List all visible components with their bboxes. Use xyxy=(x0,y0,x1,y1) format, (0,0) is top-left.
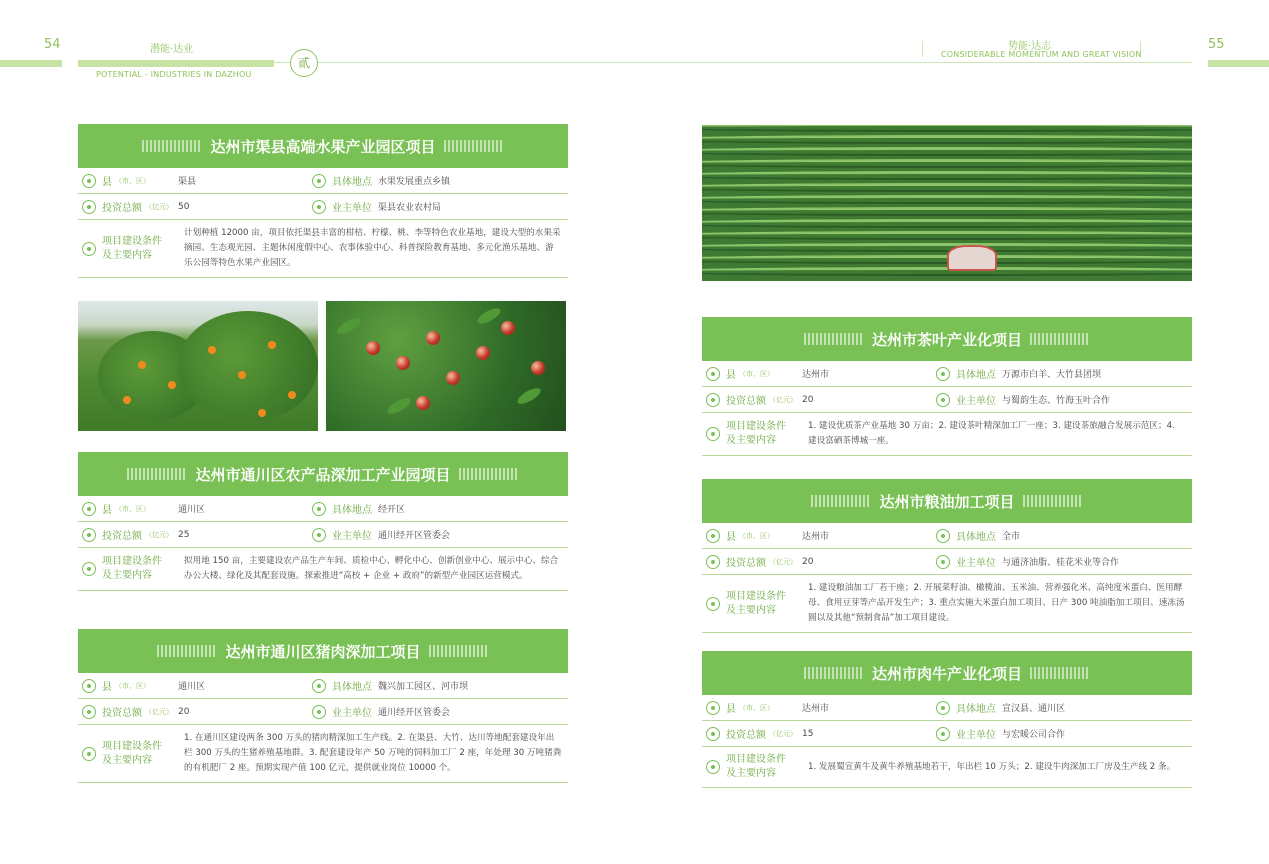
info-row xyxy=(702,523,1192,549)
money-icon xyxy=(706,555,720,569)
location-pin-icon xyxy=(312,174,326,188)
location-pin-icon xyxy=(936,529,950,543)
content-row xyxy=(702,747,1192,788)
content-label: 项目建设条件 及主要内容 xyxy=(78,740,184,768)
info-row xyxy=(78,673,568,699)
building-icon xyxy=(82,679,96,693)
money-icon xyxy=(706,393,720,407)
project-title-bar xyxy=(78,124,568,168)
investment-value: 20 xyxy=(802,556,814,567)
county-value: 渠县 xyxy=(178,177,197,187)
building-icon xyxy=(82,174,96,188)
location-label: 具体地点 xyxy=(308,173,378,188)
project-title: 达州市通川区猪肉深加工项目 xyxy=(225,642,421,661)
county-label: 县 （市、区） xyxy=(78,501,178,516)
county-value: 通川区 xyxy=(178,505,206,515)
project-card xyxy=(78,629,568,783)
title-stripe-left xyxy=(142,140,202,152)
investment-label: 投资总额 （亿元） xyxy=(78,199,178,214)
project-title-bar xyxy=(702,317,1192,361)
project-title-bar xyxy=(702,651,1192,695)
plant-icon xyxy=(82,242,96,256)
county-value: 达州市 xyxy=(802,532,830,542)
right-header-title: 势能·达志 xyxy=(1008,41,1052,52)
project-title: 达州市肉牛产业化项目 xyxy=(871,664,1022,683)
project-title: 达州市粮油加工项目 xyxy=(879,492,1015,511)
county-label: 县 （市、区） xyxy=(78,173,178,188)
owner-label: 业主单位 xyxy=(308,527,378,542)
county-label: 县 （市、区） xyxy=(702,700,802,715)
left-header-subtitle: POTENTIAL - INDUSTRIES IN DAZHOU xyxy=(96,70,252,79)
plant-icon xyxy=(82,562,96,576)
owner-label: 业主单位 xyxy=(932,554,1002,569)
thumbs-up-icon xyxy=(936,727,950,741)
title-stripe-right xyxy=(444,140,504,152)
project-title: 达州市渠县高端水果产业园区项目 xyxy=(210,137,436,156)
thumbs-up-icon xyxy=(312,200,326,214)
location-label: 具体地点 xyxy=(932,366,1002,381)
building-icon xyxy=(706,367,720,381)
money-icon xyxy=(82,528,96,542)
county-value: 达州市 xyxy=(802,704,830,714)
info-row xyxy=(78,699,568,725)
plant-icon xyxy=(706,427,720,441)
tea-terrace-photo xyxy=(702,125,1192,281)
county-value: 达州市 xyxy=(802,370,830,380)
plant-icon xyxy=(706,597,720,611)
county-label: 县 （市、区） xyxy=(702,528,802,543)
location-pin-icon xyxy=(936,367,950,381)
title-stripe-right xyxy=(1030,667,1090,679)
info-row xyxy=(78,522,568,548)
info-row xyxy=(702,387,1192,413)
owner-value: 与通济油脂、桂花米业等合作 xyxy=(1002,558,1120,568)
money-icon xyxy=(82,200,96,214)
owner-value: 与蜀韵生态、竹海玉叶合作 xyxy=(1002,396,1111,406)
title-stripe-right xyxy=(429,645,489,657)
owner-label: 业主单位 xyxy=(308,704,378,719)
location-pin-icon xyxy=(312,502,326,516)
location-value: 水果发展重点乡镇 xyxy=(378,177,451,187)
investment-value: 20 xyxy=(178,706,190,717)
left-page-number: 54 xyxy=(44,37,61,52)
right-header-bar xyxy=(1208,60,1269,67)
title-stripe-right xyxy=(1023,495,1083,507)
content-text: 1. 发展蜀宣黄牛及黄牛养殖基地若干，年出栏 10 万头；2. 建设牛肉深加工厂房及生产线 2 条。 xyxy=(808,761,1176,772)
project-card xyxy=(702,651,1192,788)
content-text: 计划种植 12000 亩，项目依托渠县丰富的柑桔、柠檬、桃、李等特色农业基地，建设大型的水果采摘园、生态观光园、主题休闲度假中心、农事体验中心、科普探险教育基地、多元化渔乐基地、游乐公园等特色水果产业园区。 xyxy=(184,228,561,268)
content-label: 项目建设条件 及主要内容 xyxy=(702,420,808,448)
info-row xyxy=(702,361,1192,387)
location-value: 全市 xyxy=(1002,532,1021,542)
left-title-bar xyxy=(78,60,274,67)
content-text: 1. 在通川区建设两条 300 万头的猪肉精深加工生产线。2. 在渠县、大竹、达川等地配套建设年出栏 300 万头的生猪养殖基地群。3. 配套建设年产 50 万吨的饲料加工厂 2 座，年处理 30 万吨猪粪的有机肥厂 2 座。预期实现产值 100 亿元，提供就业岗位 10000 个。 xyxy=(184,733,562,773)
content-row xyxy=(702,575,1192,633)
location-value: 宣汉县、通川区 xyxy=(1002,704,1066,714)
investment-label: 投资总额 （亿元） xyxy=(702,392,802,407)
info-row xyxy=(702,721,1192,747)
location-value: 经开区 xyxy=(378,505,406,515)
thumbs-up-icon xyxy=(936,393,950,407)
location-pin-icon xyxy=(312,679,326,693)
investment-label: 投资总额 （亿元） xyxy=(78,704,178,719)
title-stripe-left xyxy=(804,667,864,679)
county-label: 县 （市、区） xyxy=(78,678,178,693)
location-label: 具体地点 xyxy=(932,528,1002,543)
plant-icon xyxy=(82,747,96,761)
investment-label: 投资总额 （亿元） xyxy=(78,527,178,542)
title-stripe-right xyxy=(1030,333,1090,345)
content-label: 项目建设条件 及主要内容 xyxy=(78,555,184,583)
right-header-subtitle: CONSIDERABLE MOMENTUM AND GREAT VISION xyxy=(941,50,1142,59)
building-icon xyxy=(82,502,96,516)
content-text: 1. 建设粮油加工厂若干座；2. 开展菜籽油、橄榄油、玉米油、营养强化米、高纯度米蛋白、医用酵母、食用豆芽等产品开发生产；3. 重点实施大米蛋白加工项目、日产 300 吨油脂加工项目、速冻汤圆以及其他“预制食品”加工项目建设。 xyxy=(808,583,1185,623)
content-row xyxy=(702,413,1192,456)
content-label: 项目建设条件 及主要内容 xyxy=(78,235,184,263)
header-rule xyxy=(274,62,1192,63)
location-value: 万源市白羊、大竹县团坝 xyxy=(1002,370,1102,380)
content-row xyxy=(78,725,568,783)
info-row xyxy=(78,194,568,220)
right-page-number: 55 xyxy=(1208,37,1225,52)
header-divider-left xyxy=(922,41,923,57)
thumbs-up-icon xyxy=(312,528,326,542)
project-title: 达州市通川区农产品深加工产业园项目 xyxy=(195,465,451,484)
building-icon xyxy=(706,529,720,543)
investment-value: 20 xyxy=(802,394,814,405)
investment-value: 50 xyxy=(178,201,190,212)
info-row xyxy=(78,168,568,194)
owner-label: 业主单位 xyxy=(932,392,1002,407)
plant-icon xyxy=(706,760,720,774)
chapter-badge: 贰 xyxy=(290,49,318,77)
project-card xyxy=(702,479,1192,633)
content-row xyxy=(78,220,568,278)
left-header-title: 潜能·达业 xyxy=(150,44,194,55)
location-label: 具体地点 xyxy=(308,678,378,693)
investment-label: 投资总额 （亿元） xyxy=(702,554,802,569)
content-label: 项目建设条件 及主要内容 xyxy=(702,753,808,781)
money-icon xyxy=(706,727,720,741)
project-title-bar xyxy=(702,479,1192,523)
project-title-bar xyxy=(78,629,568,673)
money-icon xyxy=(82,705,96,719)
project-card xyxy=(702,317,1192,456)
thumbs-up-icon xyxy=(936,555,950,569)
county-value: 通川区 xyxy=(178,682,206,692)
project-title-bar xyxy=(78,452,568,496)
building-icon xyxy=(706,701,720,715)
project-card xyxy=(78,452,568,591)
location-pin-icon xyxy=(936,701,950,715)
owner-value: 渠县农业农村局 xyxy=(378,203,442,213)
title-stripe-left xyxy=(157,645,217,657)
county-label: 县 （市、区） xyxy=(702,366,802,381)
left-header-bar xyxy=(0,60,62,67)
thumbs-up-icon xyxy=(312,705,326,719)
plum-fruit-photo xyxy=(326,301,566,431)
owner-value: 与宏暖公司合作 xyxy=(1002,730,1066,740)
info-row xyxy=(702,695,1192,721)
title-stripe-left xyxy=(811,495,871,507)
title-stripe-left xyxy=(804,333,864,345)
location-label: 具体地点 xyxy=(932,700,1002,715)
title-stripe-left xyxy=(127,468,187,480)
title-stripe-right xyxy=(459,468,519,480)
content-text: 1. 建设优质茶产业基地 30 万亩；2. 建设茶叶精深加工厂一座；3. 建设茶旅融合发展示范区；4. 建设富硒茶博城一座。 xyxy=(808,421,1175,446)
owner-label: 业主单位 xyxy=(932,726,1002,741)
orange-orchard-photo xyxy=(78,301,318,431)
location-value: 魏兴加工园区、河市坝 xyxy=(378,682,469,692)
info-row xyxy=(78,496,568,522)
owner-value: 通川经开区管委会 xyxy=(378,708,451,718)
project-card xyxy=(78,124,568,278)
investment-value: 15 xyxy=(802,728,814,739)
info-row xyxy=(702,549,1192,575)
content-row xyxy=(78,548,568,591)
owner-label: 业主单位 xyxy=(308,199,378,214)
project-title: 达州市茶叶产业化项目 xyxy=(871,330,1022,349)
content-text: 拟用地 150 亩，主要建设农产品生产车间、质检中心、孵化中心、创新创业中心、展示中心、综合办公大楼、绿化及其配套设施。探索推进“高校 + 企业 + 政府”的新型产业园区运营模式。 xyxy=(184,556,559,581)
investment-value: 25 xyxy=(178,529,190,540)
investment-label: 投资总额 （亿元） xyxy=(702,726,802,741)
location-label: 具体地点 xyxy=(308,501,378,516)
content-label: 项目建设条件 及主要内容 xyxy=(702,590,808,618)
owner-value: 通川经开区管委会 xyxy=(378,531,451,541)
